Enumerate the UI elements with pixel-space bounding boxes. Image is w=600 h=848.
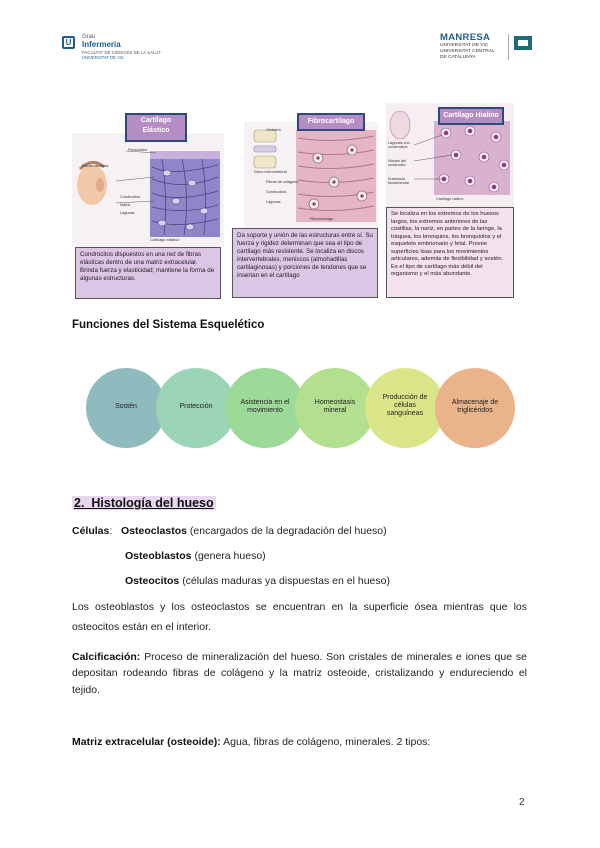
hyaline-cartilage-panel — [386, 103, 514, 298]
manresa-logo — [440, 32, 540, 66]
function-label: Almacenaje de triglicéridos — [451, 399, 499, 415]
figure-label: Fibras de colágeno — [266, 180, 299, 184]
cell-name: Osteoblastos — [125, 550, 192, 562]
manresa-line2: UNIVERSITAT CENTRAL — [440, 49, 495, 54]
section-title: Histología del hueso — [91, 496, 214, 510]
cells-line-1: Células: Osteoclastos (encargados de la degradación del hueso) — [72, 525, 387, 537]
figure-label: Cartílago hialino — [436, 197, 464, 201]
manresa-title: MANRESA — [440, 32, 491, 43]
figure-label: Fibras elásticas — [82, 164, 109, 168]
calcification-text: Proceso de mineralización del hueso. Son cristales de minerales e iones que se depositan rodeando fibras de colágeno y la matriz osteoide, cristalizando y endureciendo el tejido. — [72, 651, 527, 696]
functions-diagram — [80, 366, 520, 450]
cells-line-3 — [125, 572, 390, 592]
elastic-cartilage-caption: Condrocitos dispuestos en una red de fibras elásticas dentro de una matriz extracelular. Brinda fuerza y elasticidad; mantiene la forma de algunas estructuras. — [75, 247, 221, 299]
logo-divider — [508, 34, 509, 60]
function-label: Producción de células sanguíneas — [382, 394, 428, 418]
paragraph-matrix — [72, 733, 527, 753]
logo-line1: Grau — [82, 34, 96, 40]
figure-label: Condrocitos — [266, 190, 287, 194]
paragraph-calcification — [72, 649, 527, 698]
figure-label: Matriz — [120, 203, 131, 207]
function-label: Sostén — [115, 403, 137, 410]
figure-label: Disco intervertebral — [254, 170, 287, 174]
function-label: Protección — [179, 403, 213, 410]
fibrocartilage-tag: Fibrocartílago — [297, 113, 365, 131]
section-heading — [72, 496, 216, 510]
manresa-line1: UNIVERSITAT DE VIC — [440, 43, 489, 48]
matrix-text: Agua, fibras de colágeno, minerales. 2 tipos: — [223, 736, 431, 748]
logo-line4: UNIVERSITAT DE VIC — [82, 55, 125, 60]
logo-line3: FACULTAT DE CIÈNCIES DE LA SALUT — [82, 50, 162, 55]
logo-line2: Infermeria — [82, 40, 121, 49]
seal-inner — [518, 40, 528, 46]
fibrocartilage-caption: Da soporte y unión de las estructuras entre sí. Su fuerza y rigidez determinan que sea el tipo de cartílago más resistente. Se localiza en discos intervertebrales, meniscos (almohadillas cartilaginosas) y porciones de tendones que se insertan en el cartílago — [232, 228, 378, 298]
matrix-label: Matriz extracelular (osteoide): — [72, 736, 221, 748]
figure-label: Fibrocartílago — [310, 217, 334, 221]
function-label: Homeostasis mineral — [314, 399, 356, 415]
functions-heading: Funciones del Sistema Esquelético — [72, 319, 265, 331]
hyaline-cartilage-tag: Cartílago Hialino — [438, 107, 504, 125]
fibrocartilage-panel — [230, 104, 380, 298]
elastic-cartilage-tag: Cartílago Elástico — [125, 113, 187, 142]
cell-desc: (genera hueso) — [194, 550, 266, 562]
cell-desc: (encargados de la degradación del hueso) — [189, 525, 387, 537]
figure-label: Lagunas — [266, 200, 281, 204]
faculty-logo — [62, 34, 202, 64]
figure-label: Núcleo del condrocito — [388, 159, 406, 168]
paragraph-location: Los osteoblastos y los osteoclastos se encuentran en la superficie ósea mientras que los osteocitos están en el interior. — [72, 601, 527, 633]
figure-label: Lagunas con condrocitos — [388, 141, 410, 150]
figure-label: Condrocitos — [120, 195, 141, 199]
figure-label: Cartílago elástico — [150, 238, 180, 242]
figure-label: Vértebra — [266, 128, 281, 132]
logo-mark-icon: U — [62, 36, 75, 49]
cells-line-2 — [125, 547, 266, 567]
function-label: Asistencia en el movimiento — [240, 399, 290, 415]
figure-label: Pericondrio — [128, 148, 148, 152]
elastic-cartilage-panel — [72, 107, 224, 299]
figure-label: Lagunas — [120, 211, 135, 215]
cell-name: Osteoclastos — [121, 525, 187, 537]
page-number: 2 — [519, 797, 525, 808]
manresa-line3: DE CATALUNYA — [440, 55, 476, 60]
hyaline-cartilage-caption: Se localiza en los extremos de los huesos largos, los extremos anteriores de las costillas, la nariz, en partes de la laringe, la tráquea, los bronquios, los bronquiolos y el esqueleto embrionario y fetal. Provee superficies lisas para los movimientos articulares, además de flexibilidad y sostén. Es el tipo de cartílago más débil del organismo y el más abundante. — [386, 207, 514, 298]
cell-name: Osteocitos — [125, 575, 180, 587]
calcification-label: Calcificación: — [72, 651, 141, 663]
figure-label: Sustancia fundamental — [388, 177, 409, 186]
cell-desc: (células maduras ya dispuestas en el hueso) — [182, 575, 390, 587]
section-number: 2. — [74, 496, 85, 510]
cells-label: Células — [72, 525, 110, 537]
